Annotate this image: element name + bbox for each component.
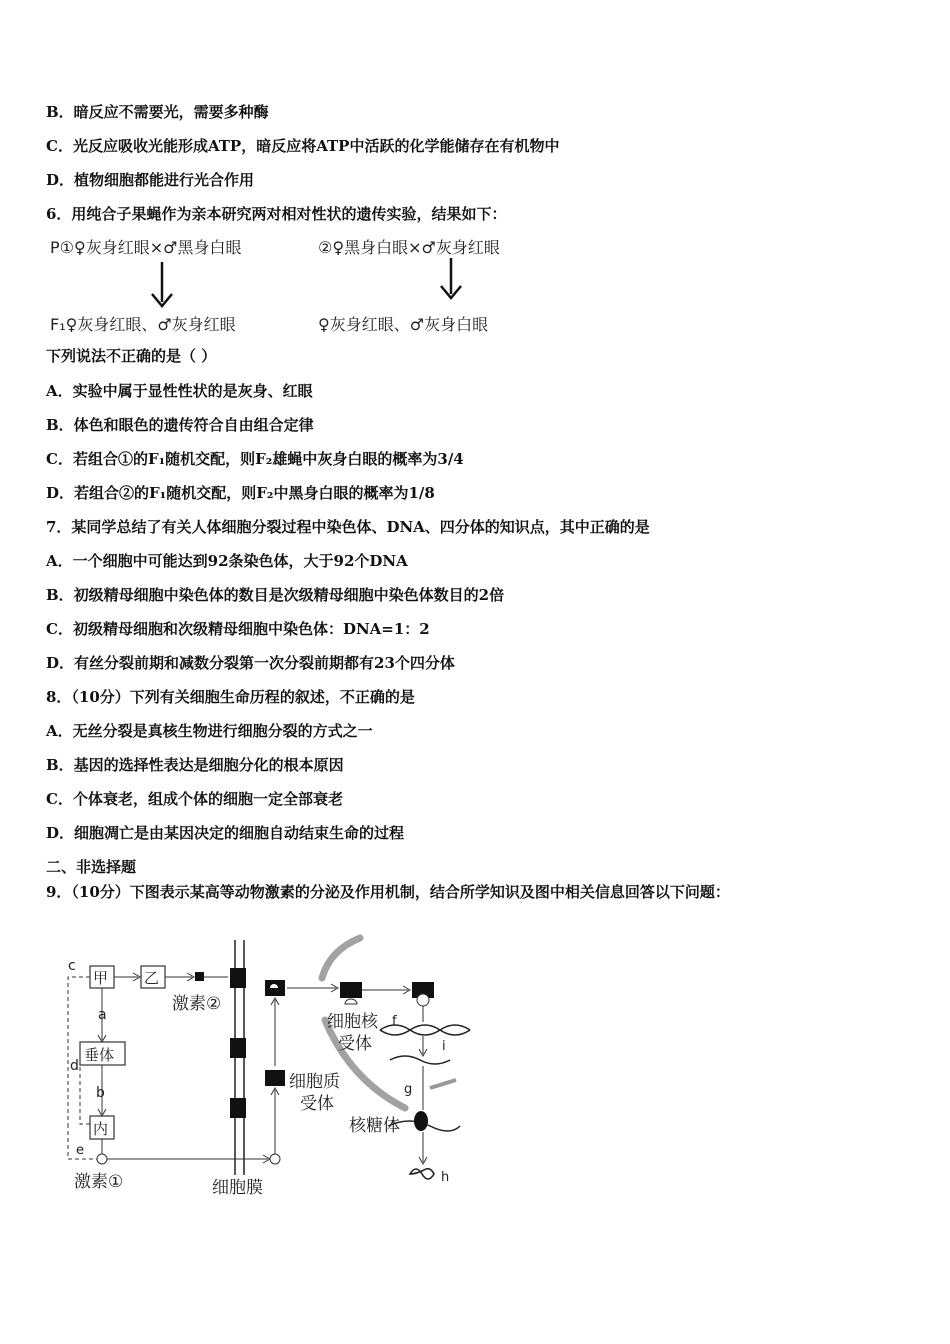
option-6d: D．若组合②的F₁随机交配，则F₂中黑身白眼的概率为1/8 <box>46 484 435 502</box>
section-2-heading: 二、非选择题 <box>46 858 137 876</box>
label-yi: 乙 <box>144 969 160 987</box>
hormone1-circle-right <box>270 1154 280 1164</box>
label-ribosome: 核糖体 <box>349 1116 400 1136</box>
label-membrane: 细胞膜 <box>212 1178 263 1198</box>
option-7a: A．一个细胞中可能达到92条染色体，大于92个DNA <box>46 552 408 570</box>
label-jia: 甲 <box>93 969 109 987</box>
membrane-receptor-2 <box>230 1038 246 1058</box>
question-8: 8．（10分）下列有关细胞生命历程的叙述，不正确的是 <box>46 688 415 706</box>
label-c: c <box>68 958 76 974</box>
cyto-receptor <box>265 1070 285 1086</box>
question-7: 7．某同学总结了有关人体细胞分裂过程中染色体、DNA、四分体的知识点，其中正确的是 <box>46 518 650 536</box>
mrna-strand <box>390 1056 450 1064</box>
option-7b: B．初级精母细胞中染色体的数目是次级精母细胞中染色体数目的2倍 <box>46 586 505 604</box>
option-5c: C．光反应吸收光能形成ATP，暗反应将ATP中活跃的化学能储存在有机物中 <box>46 137 560 155</box>
label-cyto-receptor-1: 细胞质 <box>289 1072 340 1092</box>
label-d: d <box>70 1058 79 1074</box>
option-5b: B．暗反应不需要光，需要多种酶 <box>46 103 269 121</box>
label-b: b <box>96 1085 105 1101</box>
option-6c: C．若组合①的F₁随机交配，则F₂雄蝇中灰身白眼的概率为3/4 <box>46 450 464 468</box>
label-cyto-receptor-2: 受体 <box>300 1094 334 1114</box>
membrane-receptor-3 <box>230 1098 246 1118</box>
mrna-pore <box>430 1080 456 1088</box>
question-9: 9．（10分）下图表示某高等动物激素的分泌及作用机制，结合所学知识及图中相关信息回答以下问题： <box>46 883 730 901</box>
label-i: i <box>442 1039 446 1054</box>
option-8d: D．细胞凋亡是由某因决定的细胞自动结束生命的过程 <box>46 824 405 842</box>
cross-p2: ②♀黑身白眼×♂灰身红眼 <box>318 238 500 257</box>
cross-p1: P①♀灰身红眼×♂黑身白眼 <box>50 238 242 257</box>
cross-f1-1: F₁♀灰身红眼、♂灰身红眼 <box>50 315 236 334</box>
hormone1-circle <box>97 1154 107 1164</box>
membrane-receptor-1 <box>230 968 246 988</box>
label-nuc-receptor-2: 受体 <box>338 1034 372 1054</box>
cross-f1-2: ♀灰身红眼、♂灰身白眼 <box>318 315 489 334</box>
nuclear-envelope-top <box>322 938 360 978</box>
label-chuiti: 垂体 <box>84 1046 115 1064</box>
protein-h <box>410 1169 434 1179</box>
option-6b: B．体色和眼色的遗传符合自由组合定律 <box>46 416 314 434</box>
option-8c: C．个体衰老，组成个体的细胞一定全部衰老 <box>46 790 343 808</box>
label-h: h <box>441 1170 450 1185</box>
option-7c: C．初级精母细胞和次级精母细胞中染色体：DNA=1：2 <box>46 620 430 638</box>
label-nei: 内 <box>93 1120 109 1138</box>
question-6-stem: 下列说法不正确的是（ ） <box>46 347 217 365</box>
option-7d: D．有丝分裂前期和减数分裂第一次分裂前期都有23个四分体 <box>46 654 455 672</box>
option-6a: A．实验中属于显性性状的是灰身、红眼 <box>46 382 313 400</box>
label-hormone2: 激素② <box>172 994 222 1014</box>
option-5d: D．植物细胞都能进行光合作用 <box>46 171 255 189</box>
label-g: g <box>404 1082 413 1097</box>
label-a: a <box>98 1007 107 1023</box>
hormone2-square <box>195 972 204 981</box>
label-nuc-receptor-1: 细胞核 <box>327 1012 378 1032</box>
ribosome <box>414 1111 428 1131</box>
question-6: 6．用纯合子果蝇作为亲本研究两对相对性状的遗传实验，结果如下： <box>46 205 507 223</box>
label-hormone1: 激素① <box>74 1172 124 1192</box>
label-f: f <box>392 1014 397 1029</box>
label-e: e <box>76 1143 84 1158</box>
nuclear-receptor-complex <box>340 982 362 998</box>
option-8a: A．无丝分裂是真核生物进行细胞分裂的方式之一 <box>46 722 373 740</box>
hormone-diagram <box>0 930 950 1230</box>
option-8b: B．基因的选择性表达是细胞分化的根本原因 <box>46 756 344 774</box>
